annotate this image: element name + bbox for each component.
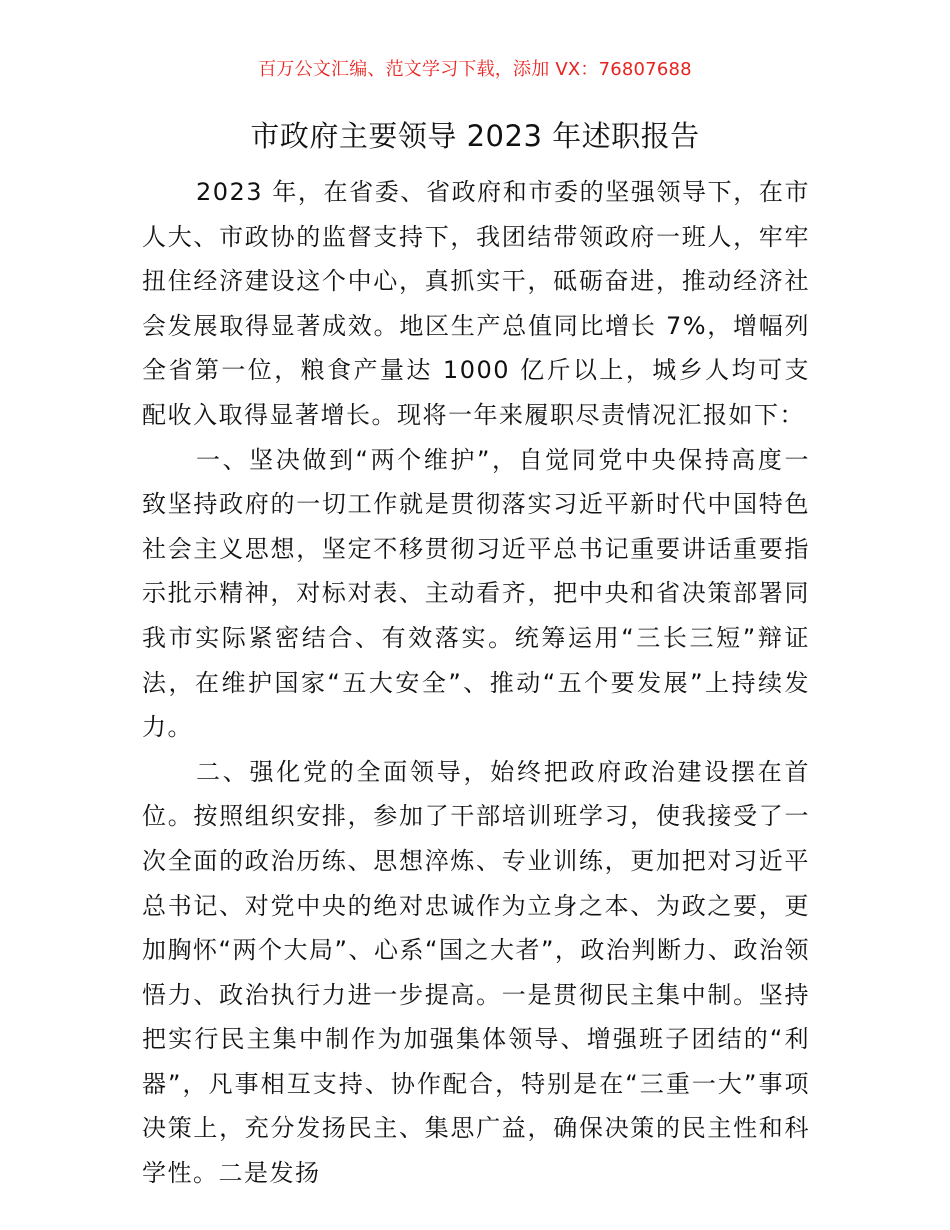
document-body [142,170,810,1196]
paragraph-section-one: 一、坚决做到“两个维护”，自觉同党中央保持高度一致坚持政府的一切工作就是贯彻落实习近平新时代中国特色社会主义思想，坚定不移贯彻习近平总书记重要讲话重要指示批示精神，对标对表、主动看齐，把中央和省决策部署同我市实际紧密结合、有效落实。统筹运用“三长三短”辩证法，在维护国家“五大安全”、推动“五个要发展”上持续发力。 [142,445,810,742]
paragraph-section-two: 二、强化党的全面领导，始终把政府政治建设摆在首位。按照组织安排，参加了干部培训班学习，使我接受了一次全面的政治历练、思想淬炼、专业训练，更加把对习近平总书记、对党中央的绝对忠诚作为立身之本、为政之要，更加胸怀“两个大局”、心系“国之大者”，政治判断力、政治领悟力、政治执行力进一步提高。一是贯彻民主集中制。坚持把实行民主集中制作为加强集体领导、增强班子团结的“利器”，凡事相互支持、协作配合，特别是在“三重一大”事项决策上，充分发扬民主、集思广益，确保决策的民主性和科学性。二是发扬 [142,757,810,1188]
header-banner: 百万公文汇编、范文学习下载，添加 VX：76807688 [258,59,692,80]
document-title: 市政府主要领导 2023 年述职报告 [250,119,700,153]
paragraph-intro: 2023 年，在省委、省政府和市委的坚强领导下，在市人大、市政协的监督支持下，我团结带领政府一班人，牢牢扭住经济建设这个中心，真抓实干，砥砺奋进，推动经济社会发展取得显著成效。地区生产总值同比增长 7%，增幅列全省第一位，粮食产量达 1000 亿斤以上，城乡人均可支配收入取得显著增长。现将一年来履职尽责情况汇报如下： [142,178,810,429]
